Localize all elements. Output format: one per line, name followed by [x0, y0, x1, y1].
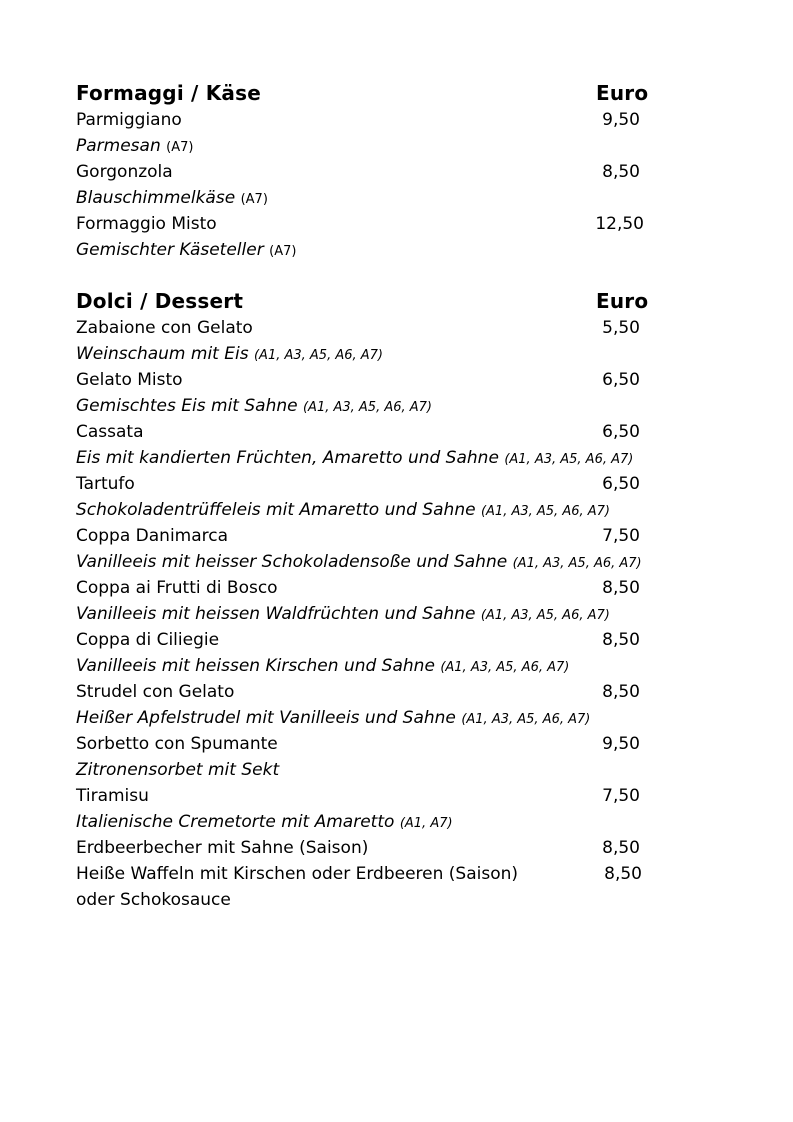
item-description [76, 341, 676, 367]
item-allergens: (A7) [269, 244, 297, 259]
item-sub: Gemischter Käseteller [76, 240, 264, 260]
item-allergens: (A1, A3, A5, A6, A7) [480, 608, 610, 623]
item-name: Sorbetto con Spumante [76, 734, 278, 754]
item-name: Strudel con Gelato [76, 682, 235, 702]
item-allergens: (A1, A3, A5, A6, A7) [461, 712, 591, 727]
menu-page [76, 79, 676, 913]
currency-header: Euro [596, 81, 649, 105]
item-price: 7,50 [602, 526, 640, 546]
item-name: Tartufo [76, 474, 135, 494]
item-name: Coppa ai Frutti di Bosco [76, 578, 278, 598]
item-sub: Gemischtes Eis mit Sahne [76, 396, 298, 416]
item-name: Gorgonzola [76, 162, 173, 182]
section-spacer [76, 263, 676, 287]
item-allergens: (A1, A3, A5, A6, A7) [512, 556, 642, 571]
item-allergens: (A7) [240, 192, 268, 207]
item-price: 8,50 [602, 162, 640, 182]
item-sub: Parmesan [76, 136, 161, 156]
item-price: 6,50 [602, 422, 640, 442]
item-sub: Italienische Cremetorte mit Amaretto [76, 812, 395, 832]
item-sub: Vanilleeis mit heissen Kirschen und Sahne [76, 656, 435, 676]
item-description [76, 133, 676, 159]
item-name: Gelato Misto [76, 370, 183, 390]
item-description [76, 887, 676, 913]
item-sub: Schokoladentrüffeleis mit Amaretto und Sahne [76, 500, 476, 520]
item-name: Heiße Waffeln mit Kirschen oder Erdbeeren (Saison) [76, 864, 519, 884]
item-allergens: (A1, A3, A5, A6, A7) [504, 452, 634, 467]
menu-item [76, 159, 676, 185]
item-price: 6,50 [602, 474, 640, 494]
item-name: Cassata [76, 422, 144, 442]
menu-item [76, 679, 676, 705]
menu-item [76, 575, 676, 601]
section-header [76, 287, 676, 315]
menu-item [76, 471, 676, 497]
item-price: 9,50 [602, 734, 640, 754]
item-description [76, 497, 676, 523]
item-price: 12,50 [595, 214, 644, 234]
item-description [76, 237, 676, 263]
item-sub: Weinschaum mit Eis [76, 344, 249, 364]
item-name: Coppa Danimarca [76, 526, 229, 546]
item-sub: Blauschimmelkäse [76, 188, 236, 208]
menu-item [76, 835, 676, 861]
item-price: 8,50 [602, 682, 640, 702]
menu-item [76, 523, 676, 549]
item-price: 8,50 [602, 630, 640, 650]
item-description [76, 601, 676, 627]
item-description [76, 653, 676, 679]
menu-item [76, 211, 676, 237]
item-price: 5,50 [602, 318, 640, 338]
menu-item [76, 315, 676, 341]
item-sub: Heißer Apfelstrudel mit Vanilleeis und Sahne [76, 708, 456, 728]
item-sub: Zitronensorbet mit Sekt [76, 760, 280, 780]
menu-item [76, 107, 676, 133]
item-price: 8,50 [604, 864, 642, 884]
item-allergens: (A1, A3, A5, A6, A7) [253, 348, 384, 363]
section-title: Dolci / Dessert [76, 289, 244, 313]
item-description [76, 445, 676, 471]
item-description [76, 185, 676, 211]
currency-header: Euro [596, 289, 649, 313]
item-name: Zabaione con Gelato [76, 318, 253, 338]
menu-item [76, 783, 676, 809]
item-description [76, 809, 676, 835]
section-dolci [76, 287, 676, 913]
item-allergens: (A7) [166, 140, 194, 155]
item-sub: Vanilleeis mit heissen Waldfrüchten und Sahne [76, 604, 476, 624]
item-price: 9,50 [602, 110, 640, 130]
item-sub: Vanilleeis mit heisser Schokoladensoße und Sahne [76, 552, 508, 572]
item-name: Parmiggiano [76, 110, 182, 130]
item-description [76, 705, 676, 731]
item-description [76, 393, 676, 419]
item-name: Formaggio Misto [76, 214, 217, 234]
item-price: 8,50 [602, 578, 640, 598]
menu-item [76, 731, 676, 757]
item-description [76, 549, 676, 575]
section-header [76, 79, 676, 107]
item-allergens: (A1, A3, A5, A6, A7) [440, 660, 570, 675]
item-name: Erdbeerbecher mit Sahne (Saison) [76, 838, 369, 858]
item-sub: oder Schokosauce [76, 890, 231, 910]
item-allergens: (A1, A3, A5, A6, A7) [480, 504, 610, 519]
section-formaggi [76, 79, 676, 263]
item-price: 8,50 [602, 838, 640, 858]
item-sub: Eis mit kandierten Früchten, Amaretto und Sahne [76, 448, 499, 468]
item-price: 7,50 [602, 786, 640, 806]
menu-item [76, 419, 676, 445]
item-name: Tiramisu [76, 786, 149, 806]
menu-item [76, 367, 676, 393]
menu-item [76, 861, 676, 887]
menu-item [76, 627, 676, 653]
item-allergens: (A1, A7) [399, 816, 453, 831]
item-price: 6,50 [602, 370, 640, 390]
item-name: Coppa di Ciliegie [76, 630, 220, 650]
item-description [76, 757, 676, 783]
section-title: Formaggi / Käse [76, 81, 261, 105]
item-allergens: (A1, A3, A5, A6, A7) [302, 400, 433, 415]
